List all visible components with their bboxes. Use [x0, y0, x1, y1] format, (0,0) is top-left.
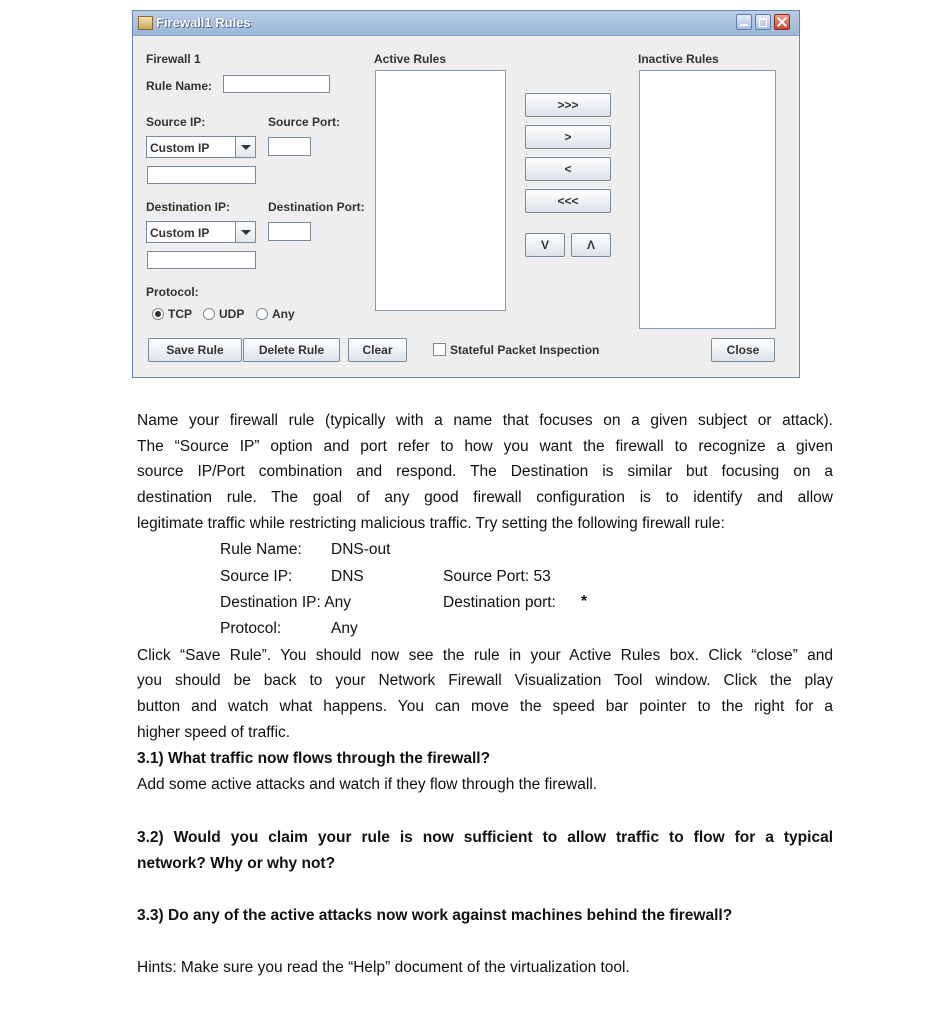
intro-line-3: source IP/Port combination and respond. The Destination is similar but focusing on a — [137, 463, 833, 480]
protocol-tcp-radio[interactable] — [152, 308, 164, 320]
move-down-button[interactable]: V — [525, 233, 565, 257]
question-3-2-line-1: 3.2) Would you claim your rule is now sufficient to allow traffic to flow for a typical — [137, 829, 833, 846]
close-window-icon[interactable] — [774, 14, 790, 30]
java-app-icon — [138, 16, 153, 30]
destination-port-label: Destination Port: — [268, 200, 365, 214]
protocol-any-radio[interactable] — [256, 308, 268, 320]
active-rules-list[interactable] — [375, 70, 506, 311]
protocol-udp-radio[interactable] — [203, 308, 215, 320]
source-port-label: Source Port: — [268, 115, 341, 129]
chevron-down-icon[interactable] — [235, 137, 255, 157]
source-ip-select[interactable] — [146, 136, 256, 158]
active-rules-label: Active Rules — [374, 52, 447, 66]
firewall-heading: Firewall 1 — [146, 52, 201, 66]
source-ip-label: Source IP: — [146, 115, 206, 129]
source-ip-value-text: DNS — [331, 568, 364, 585]
destination-ip-text: Destination IP: Any — [220, 594, 351, 611]
window-title: Firewall1 Rules — [156, 15, 251, 30]
protocol-label: Protocol: — [146, 285, 199, 299]
protocol-udp-label: UDP — [219, 307, 245, 321]
destination-port-value-text: * — [581, 593, 588, 610]
hints-text: Hints: Make sure you read the “Help” document of the virtualization tool. — [137, 959, 630, 976]
move-up-button[interactable]: Λ — [571, 233, 611, 257]
destination-port-label-text: Destination port: — [443, 594, 556, 611]
intro-line-1: Name your firewall rule (typically with a name that focuses on a given subject or attack). — [137, 412, 833, 429]
source-port-text: Source Port: 53 — [443, 568, 551, 585]
intro-line-4: destination rule. The goal of any good firewall configuration is to identify and allow — [137, 489, 833, 506]
after-line-1: Click “Save Rule”. You should now see the rule in your Active Rules box. Click “close” and — [137, 647, 833, 664]
intro-line-5: legitimate traffic while restricting malicious traffic. Try setting the following firewall rule: — [137, 515, 725, 532]
save-rule-button[interactable]: Save Rule — [148, 338, 242, 362]
delete-rule-button[interactable]: Delete Rule — [243, 338, 340, 362]
rule-name-label-text: Rule Name: — [220, 541, 302, 558]
source-ip-label-text: Source IP: — [220, 568, 293, 585]
stateful-inspection-checkbox[interactable] — [433, 343, 446, 356]
move-left-button[interactable]: < — [525, 157, 611, 181]
question-3-1: 3.1) What traffic now flows through the firewall? — [137, 750, 491, 767]
destination-ip-label: Destination IP: — [146, 200, 231, 214]
inactive-rules-label: Inactive Rules — [638, 52, 719, 66]
destination-port-input[interactable] — [268, 222, 311, 241]
rule-name-input[interactable] — [223, 75, 330, 93]
stateful-inspection-label: Stateful Packet Inspection — [450, 343, 600, 357]
question-3-1-note: Add some active attacks and watch if they flow through the firewall. — [137, 776, 598, 793]
maximize-icon[interactable] — [755, 14, 771, 30]
rule-name-label: Rule Name: — [146, 79, 213, 93]
source-ip-select-value: Custom IP — [150, 141, 210, 155]
destination-ip-input[interactable] — [147, 251, 256, 269]
chevron-down-icon[interactable] — [235, 222, 255, 242]
destination-ip-select-value: Custom IP — [150, 226, 210, 240]
close-button[interactable]: Close — [711, 338, 775, 362]
question-3-3: 3.3) Do any of the active attacks now work against machines behind the firewall? — [137, 907, 733, 924]
question-3-2-line-2: network? Why or why not? — [137, 855, 336, 872]
source-port-input[interactable] — [268, 137, 311, 156]
inactive-rules-list[interactable] — [639, 70, 776, 329]
window-title-bar[interactable] — [133, 11, 799, 36]
minimize-icon[interactable] — [736, 14, 752, 30]
move-all-right-button[interactable]: >>> — [525, 93, 611, 117]
source-ip-input[interactable] — [147, 166, 256, 184]
firewall-rules-window — [132, 10, 800, 378]
after-line-2: you should be back to your Network Firewall Visualization Tool window. Click the play — [137, 672, 833, 689]
rule-name-value-text: DNS-out — [331, 541, 391, 558]
clear-button[interactable]: Clear — [348, 338, 407, 362]
move-all-left-button[interactable]: <<< — [525, 189, 611, 213]
intro-line-2: The “Source IP” option and port refer to how you want the firewall to recognize a given — [137, 438, 833, 455]
protocol-value-text: Any — [331, 620, 358, 637]
move-right-button[interactable]: > — [525, 125, 611, 149]
protocol-any-label: Any — [272, 307, 295, 321]
protocol-tcp-label: TCP — [168, 307, 192, 321]
after-line-4: higher speed of traffic. — [137, 724, 291, 741]
destination-ip-select[interactable] — [146, 221, 256, 243]
protocol-label-text: Protocol: — [220, 620, 282, 637]
after-line-3: button and watch what happens. You can move the speed bar pointer to the right for a — [137, 698, 833, 715]
